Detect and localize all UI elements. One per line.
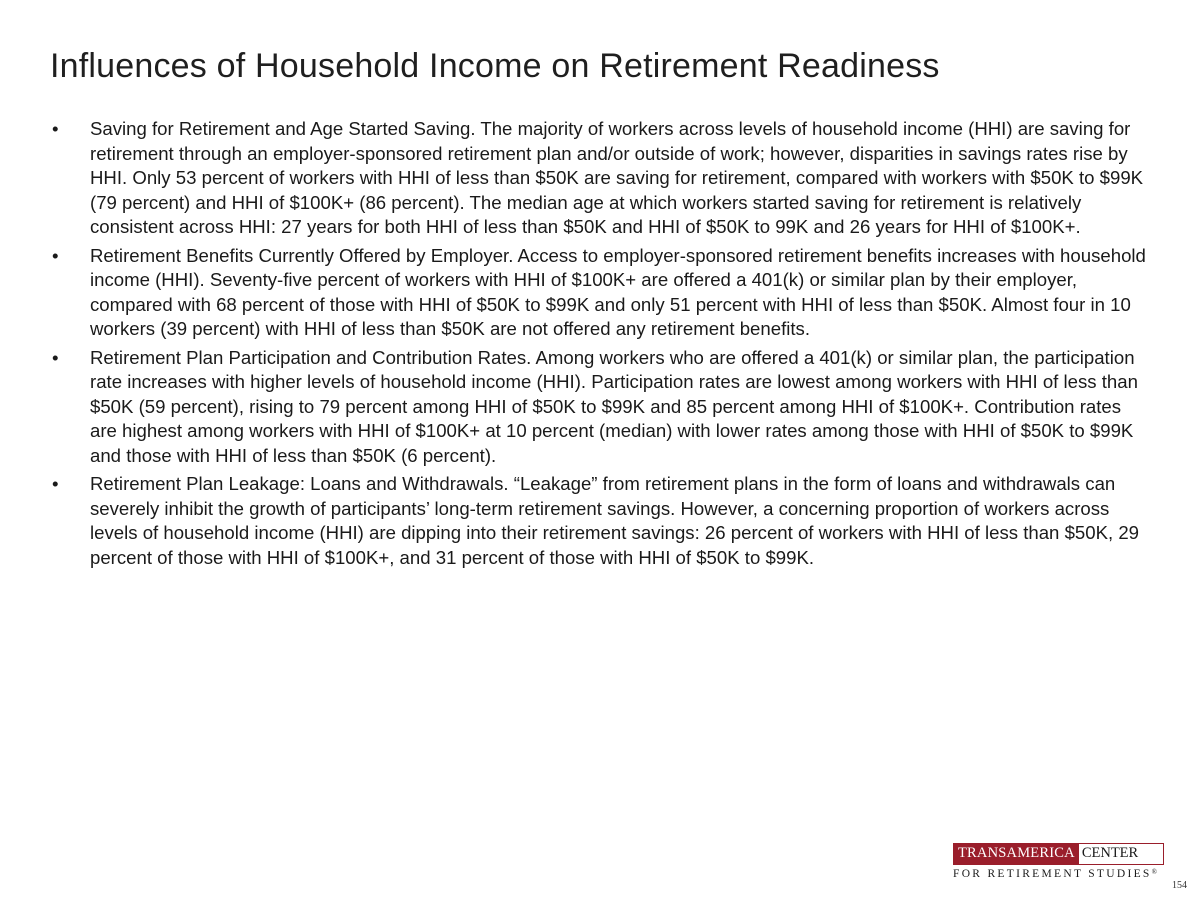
logo-tagline: FOR RETIREMENT STUDIES (953, 868, 1152, 880)
bullet-icon: • (52, 346, 59, 368)
bullet-icon: • (52, 118, 59, 139)
logo-wordmark (953, 843, 1164, 865)
bullet-text: Retirement Plan Leakage: Loans and Withdrawals. “Leakage” from retirement plans in the form of loans and withdrawals can severely inhibit the growth of participants’ long-term retirement savings. However, a concerning proportion of workers across levels of household income (HHI) are dipping into their retirement savings: 26 percent of workers with HHI of less than $50K, 29 percent of those with HHI of $100K+, and 31 percent of those with HHI of $50K to $99K. (90, 473, 1140, 568)
slide-title: Influences of Household Income on Retirement Readiness (50, 47, 940, 85)
bullet-item-participation (52, 346, 1147, 469)
page-number: 154 (1172, 880, 1187, 891)
bullet-item-leakage (52, 472, 1147, 570)
logo-name-white: CENTER (1081, 845, 1139, 861)
bullet-text: Retirement Plan Participation and Contribution Rates. Among workers who are offered a 401(k) or similar plan, the participation rate increases with higher levels of household income (HHI). Participation rates are lowest among workers with HHI of less than $50K (59 percent), rising to 79 percent among HHI of $50K to $99K and 85 percent among HHI of $100K+. Contribution rates are highest among workers with HHI of $100K+ at 10 percent (median) with lower rates among those with HHI of $50K to $99K and those with HHI of less than $50K (6 percent). (90, 346, 1138, 466)
bullet-item-benefits (52, 244, 1147, 342)
transamerica-logo (953, 843, 1167, 883)
logo-tagline-row (953, 868, 1167, 880)
bullet-icon: • (52, 244, 59, 266)
bullet-icon: • (52, 473, 59, 494)
logo-name-red: TRANSAMERICA (954, 844, 1079, 864)
bullet-text: Saving for Retirement and Age Started Saving. The majority of workers across levels of household income (HHI) are saving for retirement through an employer-sponsored retirement plan and/or outside of work; however, disparities in savings rates rise by HHI. Only 53 percent of workers with HHI of less than $50K are saving for retirement, compared with workers with $50K to $99K (79 percent) and HHI of $100K+ (86 percent). The median age at which workers started saving for retirement is relatively consistent across HHI: 27 years for both HHI of less than $50K and HHI of $50K to 99K and 26 years for HHI of $100K+. (90, 118, 1144, 237)
bullet-text: Retirement Benefits Currently Offered by Employer. Access to employer-sponsored retirement benefits increases with household income (HHI). Seventy-five percent of workers with HHI of $100K+ are offered a 401(k) or similar plan by their employer, compared with 68 percent of those with HHI of $50K to $99K and only 51 percent with HHI of less than $50K. Almost four in 10 workers (39 percent) with HHI of less than $50K are not offered any retirement benefits. (90, 244, 1146, 339)
registered-mark: ® (1151, 868, 1157, 876)
bullet-list (52, 117, 1147, 574)
bullet-item-saving (52, 117, 1147, 240)
